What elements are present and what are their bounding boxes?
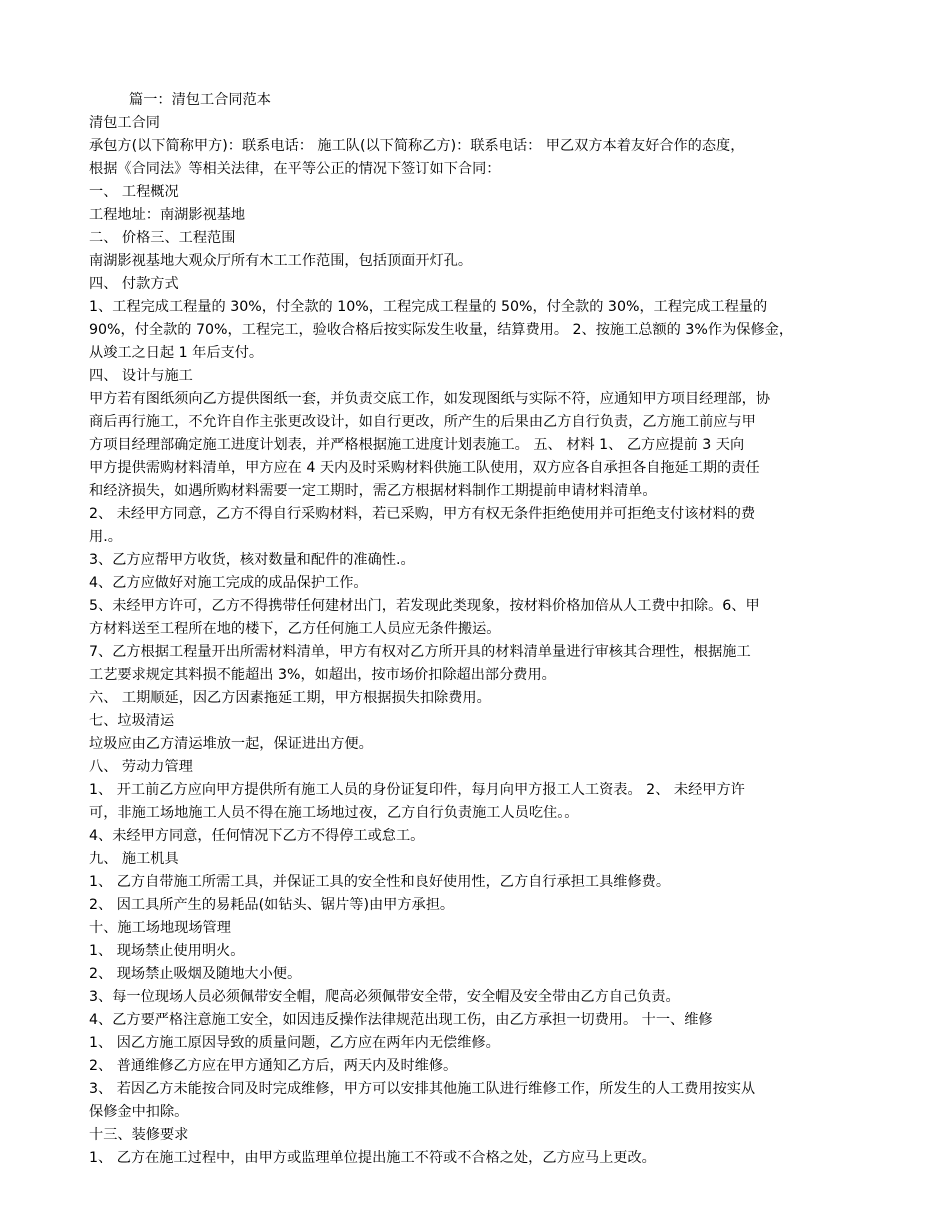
document-line: 用.。 (89, 529, 122, 545)
document-line: 可，非施工场地施工人员不得在施工场地过夜，乙方自行负责施工人员吃住。。 (89, 805, 579, 821)
document-line: 1、 现场禁止使用明火。 (89, 943, 245, 959)
document-line: 90%，付全款的 70%，工程完工，验收合格后按实际发生收量，结算费用。 2、按施工总额的 3%作为保修金， (89, 322, 794, 338)
document-line: 和经济损失，如遇所购材料需要一定工期时，需乙方根据材料制作工期提前申请材料清单。 (89, 483, 657, 499)
document-line: 5、未经甲方许可，乙方不得携带任何建材出门，若发现此类现象，按材料价格加倍从人工费中扣除。6、甲 (89, 598, 760, 614)
document-line: 保修金中扣除。 (89, 1104, 189, 1120)
document-line: 从竣工之日起 1 年后支付。 (89, 345, 264, 361)
document-line: 3、 若因乙方未能按合同及时完成维修，甲方可以安排其他施工队进行维修工作，所发生的人工费用按实从 (89, 1081, 756, 1097)
document-line: 1、 乙方在施工过程中，由甲方或监理单位提出施工不符或不合格之处，乙方应马上更改。 (89, 1150, 656, 1166)
document-body (89, 112, 870, 1170)
document-line: 2、 现场禁止吸烟及随地大小便。 (89, 966, 302, 982)
document-line: 商后再行施工，不允许自作主张更改设计，如自行更改，所产生的后果由乙方自行负责，乙方施工前应与甲 (89, 414, 756, 430)
document-line: 1、 开工前乙方应向甲方提供所有施工人员的身份证复印件，每月向甲方报工人工资表。 2、 未经甲方许 (89, 782, 745, 798)
document-line: 1、工程完成工程量的 30%，付全款的 10%，工程完成工程量的 50%，付全款的 30%，工程完成工程量的 (89, 299, 768, 315)
document-line: 工艺要求规定其料损不能超出 3%，如超出，按市场价扣除超出部分费用。 (89, 667, 556, 683)
document-line: 4、乙方要严格注意施工安全，如因违反操作法律规范出现工伤，由乙方承担一切费用。 十一、维修 (89, 1012, 713, 1028)
document-line: 4、乙方应做好对施工完成的成品保护工作。 (89, 575, 368, 591)
document-line: 1、 因乙方施工原因导致的质量问题，乙方应在两年内无偿维修。 (89, 1035, 500, 1051)
document-line: 四、 设计与施工 (89, 368, 193, 384)
document-line: 2、 普通维修乙方应在甲方通知乙方后，两天内及时维修。 (89, 1058, 458, 1074)
document-line: 2、 未经甲方同意，乙方不得自行采购材料，若已采购，甲方有权无条件拒绝使用并可拒绝支付该材料的费 (89, 506, 756, 522)
document-line: 一、 工程概况 (89, 184, 179, 200)
document-line: 南湖影视基地大观众厅所有木工工作范围，包括顶面开灯孔。 (89, 253, 473, 269)
document-line: 3、每一位现场人员必须佩带安全帽，爬高必须佩带安全带，安全帽及安全带由乙方自己负责。 (89, 989, 680, 1005)
document-line: 7、乙方根据工程量开出所需材料清单，甲方有权对乙方所开具的材料清单量进行审核其合理性，根据施工 (89, 644, 751, 660)
document-line: 4、未经甲方同意，任何情况下乙方不得停工或怠工。 (89, 828, 425, 844)
document-line: 九、 施工机具 (89, 851, 179, 867)
document-line: 二、 价格三、工程范围 (89, 230, 236, 246)
document-line: 甲方提供需购材料清单，甲方应在 4 天内及时采购材料供施工队使用，双方应各自承担各自拖延工期的责任 (89, 460, 760, 476)
document-line: 方材料送至工程所在地的楼下，乙方任何施工人员应无条件搬运。 (89, 621, 501, 637)
document-line: 七、垃圾清运 (89, 713, 175, 729)
document-line: 六、 工期顺延，因乙方因素拖延工期，甲方根据损失扣除费用。 (89, 690, 491, 706)
document-line: 工程地址：南湖影视基地 (89, 207, 246, 223)
document-line: 1、 乙方自带施工所需工具，并保证工具的安全性和良好使用性，乙方自行承担工具维修费。 (89, 874, 671, 890)
document-line: 八、 劳动力管理 (89, 759, 193, 775)
document-line: 垃圾应由乙方清运堆放一起，保证进出方便。 (89, 736, 373, 752)
document-line: 十三、装修要求 (89, 1127, 189, 1143)
document-line: 方项目经理部确定施工进度计划表，并严格根据施工进度计划表施工。 五、 材料 1、 乙方应提前 3 天向 (89, 437, 745, 453)
document-line: 四、 付款方式 (89, 276, 179, 292)
document-line: 十、施工场地现场管理 (89, 920, 231, 936)
document-heading: 篇一：清包工合同范本 (129, 92, 271, 108)
document-line: 承包方(以下简称甲方)：联系电话： 施工队(以下简称乙方)：联系电话： 甲乙双方本着友好合作的态度， (89, 138, 745, 154)
document-line: 根据《合同法》等相关法律，在平等公正的情况下签订如下合同： (89, 161, 501, 177)
document-line: 甲方若有图纸须向乙方提供图纸一套，并负责交底工作，如发现图纸与实际不符，应通知甲方项目经理部，协 (89, 391, 771, 407)
document-line: 3、乙方应帮甲方收货，核对数量和配件的准确性.。 (89, 552, 415, 568)
document-line: 清包工合同 (89, 115, 160, 131)
document-line: 2、 因工具所产生的易耗品(如钻头、锯片等)由甲方承担。 (89, 897, 455, 913)
